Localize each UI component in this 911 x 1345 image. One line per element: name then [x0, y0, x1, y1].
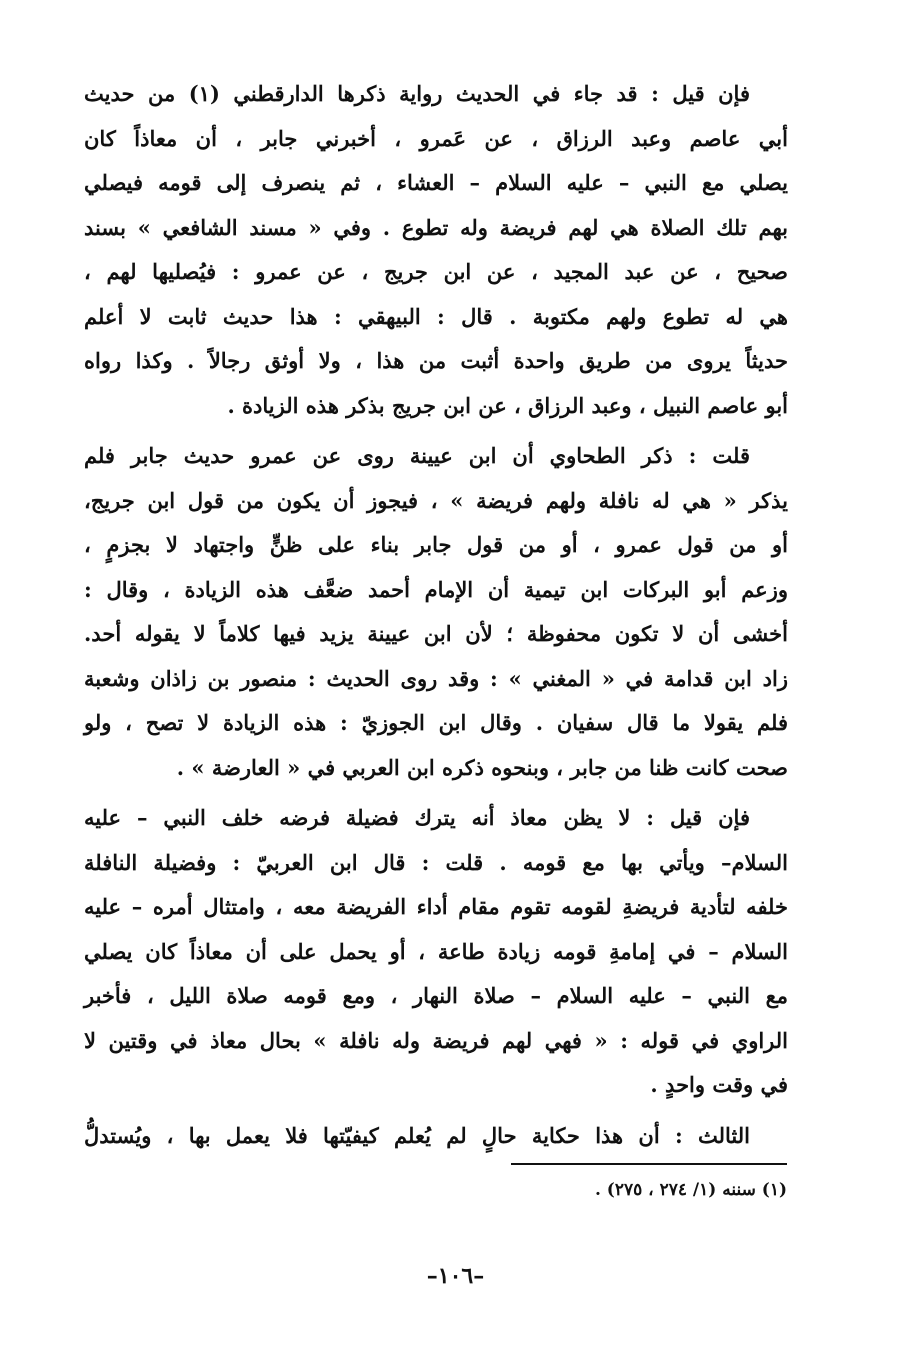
text-line: هي له تطوع ولهم مكتوبة . قال : البيهقي : هذا حديث ثابت لا أعلم: [84, 303, 788, 329]
text-line: صحت كانت ظنا من جابر ، وبنحوه ذكره ابن العربي في « العارضة » .: [176, 754, 788, 780]
page-body: [84, 72, 788, 1164]
text-line: السلام– ويأتي بها مع قومه . قلت : قال ابن العربيّ : وفضيلة النافلة: [84, 849, 788, 875]
footnote-divider: [511, 1163, 787, 1165]
text-line: بهم تلك الصلاة هي لهم فريضة وله تطوع . وفي « مسند الشافعي » بسند: [84, 214, 788, 240]
text-line: يذكر « هي له نافلة ولهم فريضة » ، فيجوز أن يكون من قول ابن جريج،: [84, 487, 788, 513]
text-line: وزعم أبو البركات ابن تيمية أن الإمام أحمد ضعَّف هذه الزيادة ، وقال :: [84, 576, 788, 602]
text-line: فلم يقولا ما قال سفيان . وقال ابن الجوزيّ : هذه الزيادة لا تصح ، ولو: [84, 710, 788, 735]
text-line: السلام – في إمامةِ قومه زيادة طاعة ، أو يحمل على أن معاذاً كان يصلي: [84, 938, 788, 964]
text-line: فإن قيل : قد جاء في الحديث رواية ذكرها الدارقطني (١) من حديث: [84, 81, 750, 106]
text-line: الثالث : أن هذا حكاية حالٍ لم يُعلم كيفيّتها فلا يعمل بها ، ويُستدلُّ: [84, 1122, 750, 1148]
paragraph-4: [84, 1114, 788, 1159]
paragraph-2: [84, 434, 788, 790]
text-line: أخشى أن لا تكون محفوظة ؛ لأن ابن عيينة يزيد فيها كلاماً لا يقوله أحد.: [84, 621, 788, 646]
text-line: حديثاً يروى من طريق واحدة أثبت من هذا ، ولا أوثق رجالاً . وكذا رواه: [84, 348, 788, 373]
text-line: في وقت واحدٍ .: [650, 1072, 788, 1097]
text-line: أبو عاصم النبيل ، وعبد الرزاق ، عن ابن جريج بذكر هذه الزيادة .: [227, 392, 788, 418]
text-line: أو من قول عمرو ، أو من قول جابر بناء على ظنٍّ واجتهاد لا بجزمٍ ،: [84, 532, 788, 557]
text-line: خلفه لتأدية فريضةِ لقومه تقوم مقام أداء الفريضة معه ، وامتثال أمره – عليه: [84, 894, 788, 919]
paragraph-3: [84, 796, 788, 1108]
footnote: (١) سننه (١/ ٢٧٤ ، ٢٧٥) .: [594, 1180, 787, 1200]
text-line: قلت : ذكر الطحاوي أن ابن عيينة روى عن عمرو حديث جابر فلم: [84, 443, 750, 468]
paragraph-1: [84, 72, 788, 428]
text-line: أبي عاصم وعبد الرزاق ، عن عَمرو ، أخبرني جابر ، أن معاذاً كان: [84, 125, 788, 151]
text-line: زاد ابن قدامة في « المغني » : وقد روى الحديث : منصور بن زاذان وشعبة: [84, 665, 788, 691]
text-line: فإن قيل : لا يظن معاذ أنه يترك فضيلة فرضه خلف النبي – عليه: [84, 805, 750, 830]
text-line: الراوي في قوله : « فهي لهم فريضة وله نافلة » بحال معاذ في وقتين لا: [84, 1027, 788, 1053]
text-line: صحيح ، عن عبد المجيد ، عن ابن جريج ، عن عمرو : فيُصليها لهم ،: [84, 259, 788, 284]
page-number: –١٠٦–: [426, 1263, 485, 1289]
text-line: يصلي مع النبي – عليه السلام – العشاء ، ثم ينصرف إلى قومه فيصلي: [84, 170, 788, 195]
text-line: مع النبي – عليه السلام – صلاة النهار ، ومع قومه صلاة الليل ، فأخبر: [84, 983, 788, 1008]
